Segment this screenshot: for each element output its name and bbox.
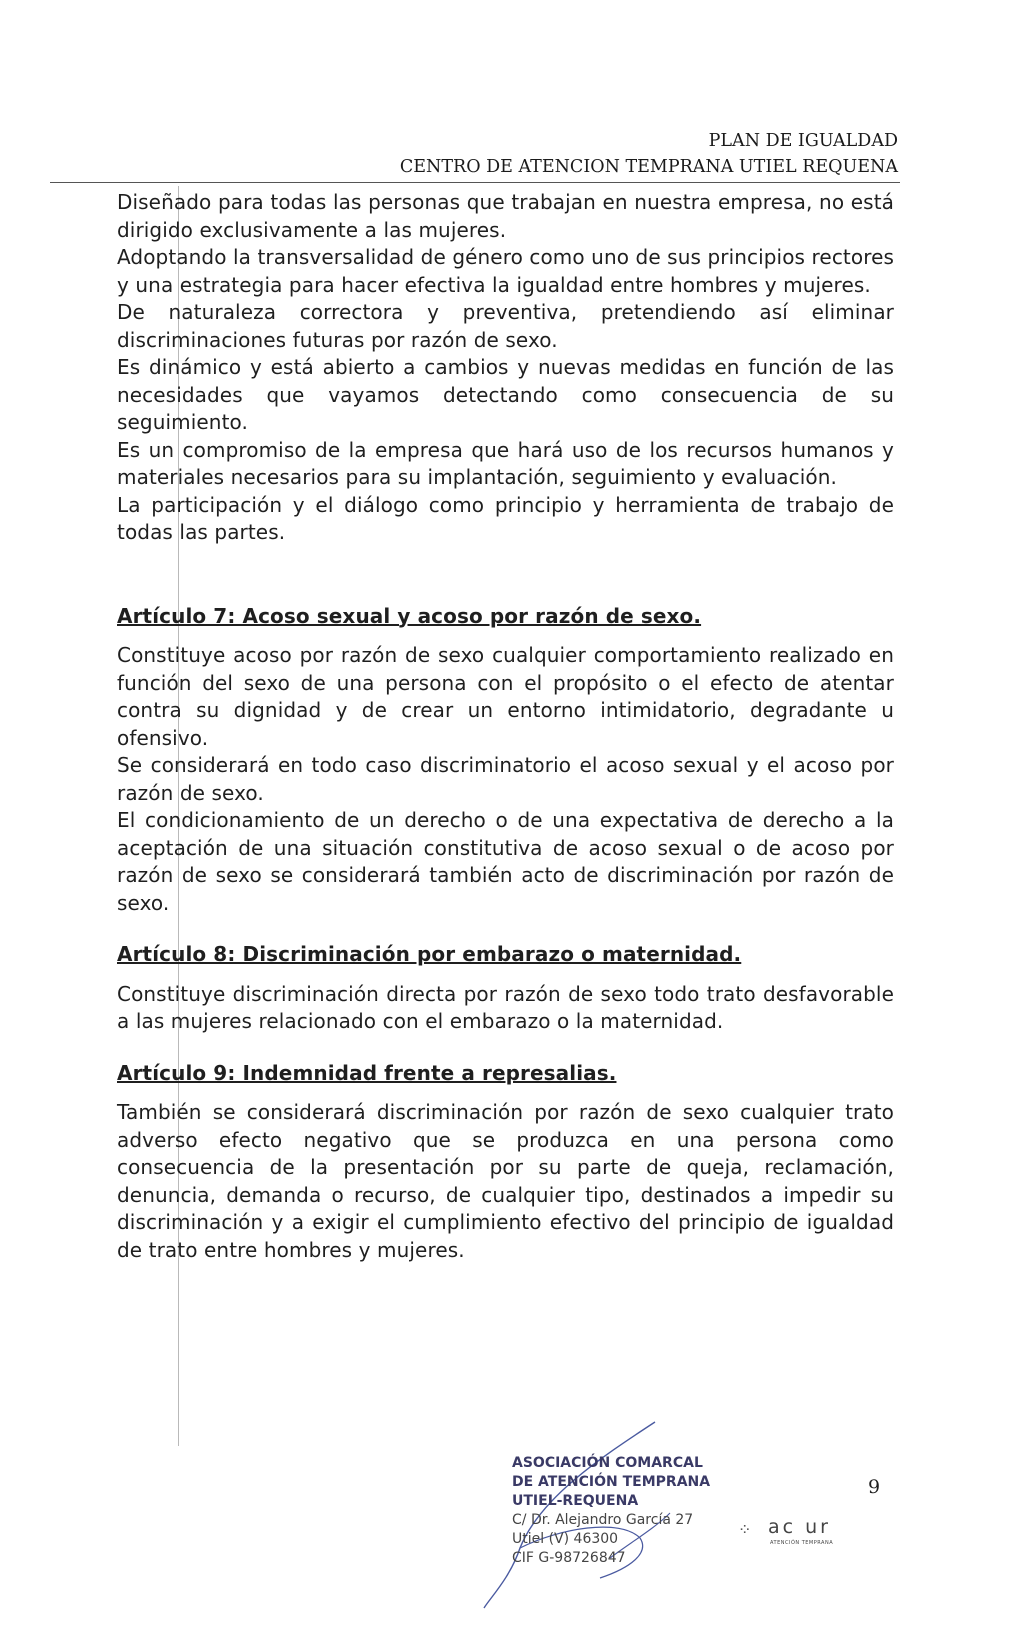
article-7-title: Artículo 7: Acoso sexual y acoso por razón de sexo. — [117, 603, 702, 628]
intro-paragraph: Diseñado para todas las personas que trabajan en nuestra empresa, no está dirigido exclusivamente a las mujeres. — [117, 190, 894, 242]
header-center-name: CENTRO DE ATENCION TEMPRANA UTIEL REQUENA — [399, 157, 898, 177]
article-7-paragraph: Se considerará en todo caso discriminatorio el acoso sexual y el acoso por razón de sexo. — [117, 753, 894, 805]
page-header — [400, 128, 898, 180]
stamp-line: ASOCIACIÓN COMARCAL — [512, 1455, 703, 1471]
article-8-paragraph: Constituye discriminación directa por razón de sexo todo trato desfavorable a las mujeres relacionado con el embarazo o la maternidad. — [117, 981, 894, 1033]
intro-paragraph: Adoptando la transversalidad de género como uno de sus principios rectores y una estrategia para hacer efectiva la igualdad entre hombres y mujeres. — [117, 245, 894, 297]
document-body — [117, 189, 894, 1264]
stamp-address: Utiel (V) 46300 — [512, 1531, 619, 1547]
article-9-title: Artículo 9: Indemnidad frente a represalias. — [117, 1060, 617, 1085]
intro-paragraph: Es un compromiso de la empresa que hará uso de los recursos humanos y materiales necesarios para su implantación, seguimiento y evaluación. — [117, 437, 894, 489]
header-divider — [50, 182, 900, 183]
article-9-paragraph: También se considerará discriminación por razón de sexo cualquier trato adverso efecto negativo que se produzca en una persona como consecuencia de la presentación por su parte de queja, reclamación, denuncia, demanda o recurso, de cualquier tipo, destinados a impedir su discriminación y a exigir el cumplimiento efectivo del principio de igualdad de trato entre hombres y mujeres. — [117, 1100, 894, 1262]
intro-paragraph: De naturaleza correctora y preventiva, pretendiendo así eliminar discriminaciones futuras por razón de sexo. — [117, 300, 894, 352]
header-plan-title: PLAN DE IGUALDAD — [708, 131, 898, 151]
article-7-paragraph: El condicionamiento de un derecho o de una expectativa de derecho a la aceptación de una situación constitutiva de acoso sexual o de acoso por razón de sexo se considerará también acto de discriminación por razón de sexo. — [117, 808, 894, 915]
stamp-address: CIF G-98726847 — [512, 1550, 626, 1566]
logo-subtitle: ATENCIÓN TEMPRANA — [770, 1540, 834, 1546]
stamp-line: DE ATENCIÓN TEMPRANA — [512, 1474, 711, 1490]
intro-paragraph: Es dinámico y está abierto a cambios y nuevas medidas en función de las necesidades que vayamos detectando como consecuencia de su seguimiento. — [117, 355, 894, 434]
logo-word: ac ur — [768, 1516, 831, 1538]
intro-paragraph: La participación y el diálogo como principio y herramienta de trabajo de todas las partes. — [117, 492, 894, 544]
article-8-title: Artículo 8: Discriminación por embarazo o maternidad. — [117, 942, 742, 966]
acur-logo — [738, 1510, 848, 1554]
stamp-address: C/ Dr. Alejandro García 27 — [512, 1512, 694, 1528]
article-7-paragraph: Constituye acoso por razón de sexo cualquier comportamiento realizado en función del sexo de una persona con el propósito o el efecto de atentar contra su dignidad y de crear un entorno intimidatorio, degradante u ofensivo. — [117, 643, 894, 750]
stamp-line: UTIEL-REQUENA — [512, 1493, 639, 1509]
page-number: 9 — [868, 1476, 881, 1498]
association-stamp — [512, 1454, 772, 1568]
logo-mark-icon: ⁘ — [738, 1520, 752, 1539]
